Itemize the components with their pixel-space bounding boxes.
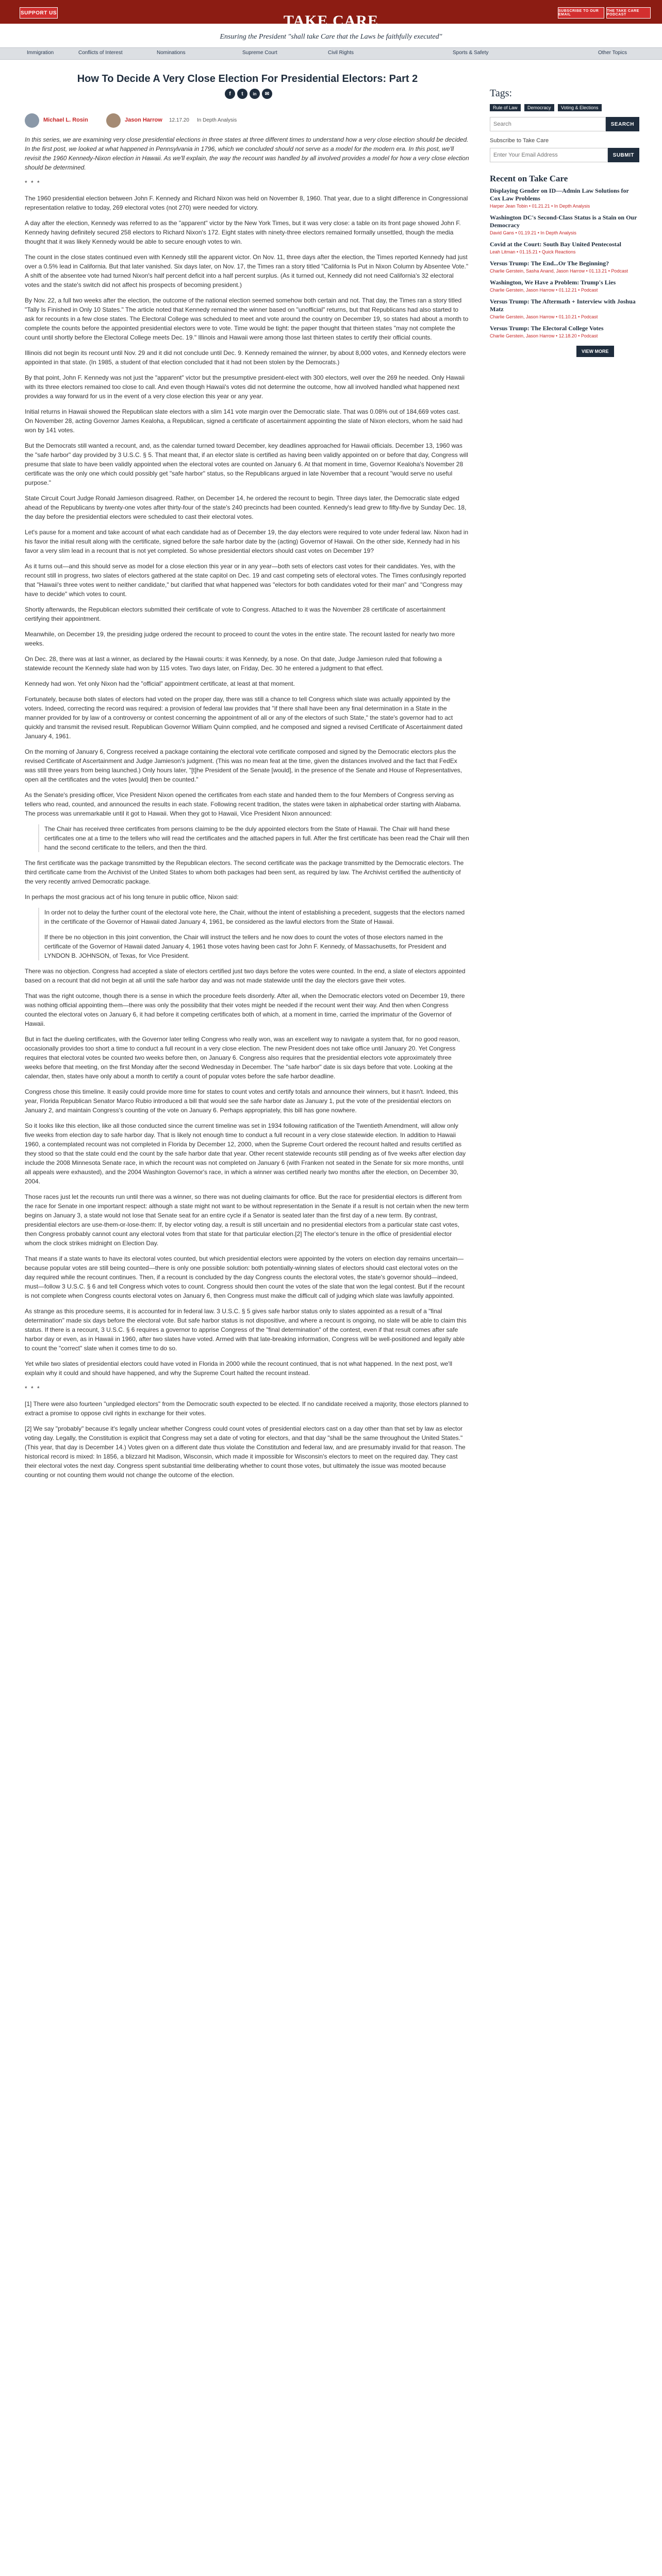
main-nav: [0, 47, 662, 60]
list-item: [490, 241, 639, 255]
paragraph: As strange as this procedure seems, it is accounted for in federal law. 3 U.S.C. § 5 gives safe harbor status only to slates appointed as a result of a "final determination" made six days before the electoral vote. But safe harbor status is not dispositive, and where a recount is ongoing, no slate will be able to claim this status. If there is a recount, 3 U.S.C. § 6 requires a governor to apprise Congress of the "final determination" of the contest, even if that result comes after safe harbor day or even, as in Hawaii in 1960, after two slates have voted. Armed with that late-breaking information, Congress will be well-positioned and legally able to count the "correct" slate when it comes time to do so.: [25, 1308, 467, 1352]
paragraph: Those races just let the recounts run until there was a winner, so there was not dueling claimants for office. But the race for presidential electors is different from the race for Senate in one important respect: although a state might not want to be without representation in the Senate if a result is not certain when the new term begins on January 3, a state would not lose that Senate seat for an entire cycle if a Senator is seated later than the first day of a new term. By contrast, presidential electors are use-them-or-lose-them: If, by elector voting day, a result is still uncertain and no presidential electors from a particular state cast votes, then Congress probably cannot count any electoral votes from that state for that particular election.[2] The elector's tenure in the office of presidential elector whom the clock strikes midnight on Election Day.: [25, 1193, 469, 1247]
recent-post-title[interactable]: Versus Trump: The End...Or The Beginning?: [490, 260, 609, 267]
quote-text: The Chair has received three certificates from persons claiming to be the duly appointed electors from the State of Hawaii. The Chair will hand these certificates one at a time to the tellers who will read the certificates and the attached papers in full. After the first certificate has been read the Chair will then hand the second certificate to the tellers, and then the third.: [44, 825, 469, 851]
recent-post-meta: David Gans • 01.19.21 • In Depth Analysis: [490, 230, 576, 235]
nav-other-topics[interactable]: Other Topics: [598, 50, 627, 56]
nav-civil-rights[interactable]: Civil Rights: [328, 50, 354, 56]
block-quote: [38, 908, 469, 960]
recent-post-title[interactable]: Covid at the Court: South Bay United Pentecostal: [490, 241, 621, 248]
podcast-button[interactable]: THE TAKE CARE PODCAST: [606, 7, 651, 19]
list-item: [490, 298, 639, 319]
paragraph: Shortly afterwards, the Republican electors submitted their certificate of vote to Congress. Attached to it was the November 28 certificate of ascertainment certifying their appointment.: [25, 606, 445, 622]
sidebar: [490, 88, 639, 357]
paragraph: Illinois did not begin its recount until Nov. 29 and it did not conclude until Dec. 9. Kennedy remained the winner, by about 8,000 votes, and Kennedy electors were appointed in that state. (In 1985, a student of that election concluded that it had not been stolen by the Democrats.): [25, 349, 466, 366]
search-button[interactable]: SEARCH: [606, 117, 639, 131]
paragraph: That means if a state wants to have its electoral votes counted, but which presidential electors were appointed by the voters on election day remains uncertain—because popular votes are still being counted—there is only one possible solution: both potentially-winning slates of electors should cast electoral votes on the day required while the recount continues. Then, if a recount is concluded by the day Congress counts the electoral votes, the state's governor should—indeed, must—follow 3 U.S.C. § 6 and tell Congress which votes to count. Congress should then count the votes of the slate that won the legal contest. But if the recount is not complete when Congress counts electoral votes on January 6, then Congress must make the difficult call of judging which slate was lawfully appointed.: [25, 1255, 465, 1299]
section-divider: * * *: [25, 179, 41, 187]
quote-text: In order not to delay the further count of the electoral vote here, the Chair, without the intent of establishing a precedent, suggests that the electors named in the certificate of the Governor of Hawaii dated January 4, 1961, be considered as the lawful electors from the State of Hawaii.: [44, 909, 465, 925]
paragraph: A day after the election, Kennedy was referred to as the "apparent" victor by the New York Times, but it was very close: a table on its front page showed John F. Kennedy having definitely secured 258 electors to Richard Nixon's 172. Eight states with ninety-three electors remained formally unsettled, though the media thought that it was likely Kennedy would be able to secure enough votes to win.: [25, 219, 461, 245]
paragraph: As the Senate's presiding officer, Vice President Nixon opened the certificates from each state and handed them to the four Members of Congress serving as tellers who read, counted, and announced the results in each state. Following recent tradition, the states were taken in alphabetical order starting with Alabama. The process was unremarkable until it got to Hawaii. When they got to Hawaii, Vice President Nixon announced:: [25, 791, 461, 817]
search-input[interactable]: [490, 117, 606, 131]
block-quote: [38, 824, 469, 852]
paragraph: On Dec. 28, there was at last a winner, as declared by the Hawaii courts: it was Kennedy, by a nose. On that date, Judge Jamieson ruled that following a statewide recount the Kennedy slate had won by 115 votes. Two days later, on Friday, Dec. 30 he entered a judgment to that effect.: [25, 655, 442, 672]
paragraph: Fortunately, because both slates of electors had voted on the proper day, there was still a chance to tell Congress which slate was actually appointed by the voters. Indeed, correcting the record was required: a provision of federal law provides that "if there shall have been any final determination in a State in the manner provided for by law of a controversy or contest concerning the appointment of all or any of the electors of such State," the state's governor had to act quickly and transmit the revised result. Republican Governor William Quinn complied, and he composed and signed a revised Certificate of Ascertainment dated January 4, 1961.: [25, 696, 463, 740]
paragraph: Let's pause for a moment and take account of what each candidate had as of December 19, the day electors were required to vote under federal law. Nixon had in his favor the initial result along with the certificate, signed before the safe harbor date by the (acting) Governor of Hawaii. On the other side, Kennedy had in his favor a very slim lead in a recount that is not yet completed. So whose presidential electors should cast votes on December 19?: [25, 529, 469, 554]
paragraph: The first certificate was the package transmitted by the Republican electors. The second certificate was the package transmitted by the Democratic electors. The third certificate came from the Archivist of the United States to whom both packages had been sent, as required by law. The Archivist certified the authenticity of the very recently arrived Democratic package.: [25, 859, 464, 885]
author-name[interactable]: Jason Harrow: [125, 117, 162, 123]
nav-sports-safety[interactable]: Sports & Safety: [453, 50, 489, 56]
email-icon[interactable]: ✉: [262, 89, 272, 99]
recent-post-meta: Charlie Gerstein, Jason Harrow • 01.10.21 • Podcast: [490, 314, 598, 319]
tag-chip[interactable]: Democracy: [524, 104, 554, 111]
site-tagline: Ensuring the President "shall take Care that the Laws be faithfully executed": [220, 33, 442, 41]
facebook-icon[interactable]: f: [225, 89, 235, 99]
paragraph: Yet while two slates of presidential electors could have voted in Florida in 2000 while the recount continued, that is not what happened. In the next post, we'll explain why it could and should have happened, and why the Supreme Court halted the recount instead.: [25, 1360, 453, 1377]
byline: [25, 113, 468, 128]
subscribe-row: [490, 148, 639, 162]
footnote: [2] We say "probably" because it's legally unclear whether Congress could count votes of presidential electors cast on a day other than that set by law as elector voting day. Legally, the Constitution is explicit that Congress may set a date of voting for electors, and that day "shall be the same throughout the United States." (This year, that day is December 14.) Votes given on a different date thus violate the Constitution and federal law, and are presumably invalid for that reason. The historical record is mixed: In 1856, a blizzard hit Madison, Wisconsin, which made it impossible for Wisconsin's electors to meet on the required day. They cast their electoral votes the next day. Congress spent substantial time deliberating whether to count those votes, but ultimately the issue was mooted because counting or not counting them would not change the outcome of the election.: [25, 1425, 466, 1479]
recent-post-meta: Leah Litman • 01.15.21 • Quick Reactions: [490, 249, 576, 255]
site-title[interactable]: TAKE CARE: [283, 12, 379, 29]
search-row: [490, 117, 639, 131]
paragraph: By that point, John F. Kennedy was not just the "apparent" victor but the presumptive president-elect with 300 electors, well over the 269 he needed. Only Hawaii with its three electors remained too close to call. And even though Hawaii's votes did not determine the outcome, how all involved handled what happened next provides a way forward for us in the event of a very close election this year or any year.: [25, 374, 465, 400]
subscribe-email-button[interactable]: SUBSCRIBE TO OUR EMAIL: [558, 7, 604, 19]
list-item: [490, 260, 639, 274]
view-more-button[interactable]: VIEW MORE: [576, 346, 614, 357]
tags-heading: Tags:: [490, 88, 512, 99]
nav-immigration[interactable]: Immigration: [27, 50, 54, 56]
paragraph: Congress chose this timeline. It easily could provide more time for states to count votes and certify totals and announce their winners, but it hasn't. Indeed, this year, Florida Republican Senator Marco Rubio introduced a bill that would see the safe harbor date as January 1, put the vote of the presidential electors on January 2, and maintain Congress's counting of the vote on January 6. Perhaps appropriately, this bill has gone nowhere.: [25, 1088, 458, 1114]
recent-post-title[interactable]: Displaying Gender on ID—Admin Law Solutions for Cox Law Problems: [490, 187, 629, 202]
twitter-icon[interactable]: t: [237, 89, 247, 99]
recent-post-title[interactable]: Washington, We Have a Problem: Trump's Lies: [490, 279, 616, 286]
paragraph: Meanwhile, on December 19, the presiding judge ordered the recount to proceed to count the votes in the entire state. The recount lasted for nearly two more weeks.: [25, 631, 455, 647]
tag-chip[interactable]: Voting & Elections: [558, 104, 602, 111]
avatar[interactable]: [25, 113, 39, 128]
recent-post-meta: Charlie Gerstein, Jason Harrow • 01.12.21 • Podcast: [490, 287, 598, 293]
recent-post-title[interactable]: Washington DC's Second-Class Status is a Stain on Our Democracy: [490, 214, 637, 229]
list-item: [490, 325, 639, 338]
list-item: [490, 187, 639, 209]
subscribe-text: Subscribe to Take Care: [490, 138, 549, 144]
recent-post-title[interactable]: Versus Trump: The Electoral College Votes: [490, 325, 604, 332]
article-title: How To Decide A Very Close Election For Presidential Electors: Part 2: [77, 73, 418, 84]
linkedin-icon[interactable]: in: [250, 89, 260, 99]
post-category[interactable]: In Depth Analysis: [197, 117, 237, 123]
support-us-button[interactable]: SUPPORT US: [20, 7, 58, 19]
section-divider: * * *: [25, 1385, 41, 1392]
paragraph: As it turns out—and this should serve as model for a close election this year or in any year—both sets of electors cast votes for their candidates. Yes, with the recount still in progress, two slates of electors gathered at the state capitol on Dec. 19 and cast competing sets of electoral votes. The Times confusingly reported that "Hawaii's three votes went to neither candidate," but clarified that what happened was "electors for both candidates voted for their man" and "Congress may have to decide" which votes to count.: [25, 563, 466, 598]
paragraph: The count in the close states continued even with Kennedy still the apparent victor. On Nov. 11, three days after the election, the Times reported Kennedy had just over a 0.5% lead in California. But that later vanished. Six days later, on Nov. 17, the Times ran a story titled "California Is Put in Nixon Column by Absentee Vote." A shift of the absentee vote had turned Nixon's half percent deficit into a half percent surplus. (As it turned out, Kennedy did not need California's 32 electoral votes and the state's switch did not affect his prospects of becoming president.): [25, 253, 469, 289]
footnote: [1] There were also fourteen "unpledged electors" from the Democratic south expected to be elected. If no candidate received a majority, those electors planned to extract a promise to oppose civil rights in exchange for their votes.: [25, 1400, 469, 1417]
paragraph: So it looks like this election, like all those conducted since the current timeline was set in 1934 following ratification of the Twentieth Amendment, will allow only five weeks from election day to safe harbor day. That is likely not enough time to conduct a full recount in a very close statewide election. In addition to Hawaii 1960, a contemplated recount was not completed in Florida by December 12, 2000, when the Supreme Court ordered the recount halted and results certified as they stood so that the state could end the count by the safe harbor date that year. Other recent statewide recounts still pending as of five weeks after election day include the 2008 Minnesota Senate race, in which the recount was not completed on January 6 (with Franken not seated in the Senate for six more months, until all appeals were exhausted), and the 2004 Washington Governor's race, in which a winner was certified nearly two months after the election, on December 30, 2004.: [25, 1122, 466, 1185]
paragraph: That was the right outcome, though there is a sense in which the procedure feels disorderly. After all, when the Democratic electors voted on December 19, there was nothing official appointing them—there was only the possibility that their votes might be needed if the recount went their way. And then when Congress counted the electoral votes on January 6, it had before it competing certificates both of which, at a moment in time, carried the imprimatur of the Governor of Hawaii.: [25, 992, 465, 1027]
paragraph: On the morning of January 6, Congress received a package containing the electoral vote certificate composed and signed by the Democratic electors plus the revised Certificate of Ascertainment and Judge Jamieson's judgment. (This was no mean feat at the time, given the distances involved and the fact that FedEx was still three years from being launched.) Only hours later, "[t]he President of the Senate [would], in the presence of the Senate and House of Representatives, open all the certificates and the votes [would] then be counted.": [25, 748, 462, 783]
paragraph: Initial returns in Hawaii showed the Republican slate electors with a slim 141 vote margin over the Democratic slate. That was 0.08% out of 184,669 votes cast. On November 28, acting Governor James Kealoha, a Republican, signed a certificate of ascertainment appointing the slate of Nixon electors, whom he said had won by 141 votes.: [25, 408, 463, 434]
email-field[interactable]: [490, 148, 608, 162]
paragraph: There was no objection. Congress had accepted a slate of electors certified just two days before the votes were counted. In the end, a slate of electors appointed based on a recount that did not begin at all until the safe harbor day and was not made statewide until the day the electors gave their votes.: [25, 968, 466, 984]
recent-list: [490, 187, 639, 338]
tag-list: [490, 103, 639, 113]
submit-button[interactable]: SUBMIT: [608, 148, 639, 162]
paragraph: In perhaps the most gracious act of his long tenure in public office, Nixon said:: [25, 893, 239, 901]
article-lead: In this series, we are examining very close presidential elections in three states at three different times to understand how a very close election should be decided. In the first post, we looked at what happened in Pennsylvania in 1796, which we concluded should not serve as a model for the modern era. In this post, we'll revisit the 1960 Kennedy-Nixon election in Hawaii. As we'll explain, the way the recount was handled by all involved provides a model for how a very close election should be determined.: [25, 136, 469, 171]
tag-chip[interactable]: Rule of Law: [490, 104, 521, 111]
paragraph: But in fact the dueling certificates, with the Governor later telling Congress who really won, was an excellent way to navigate a system that, for no good reason, occasionally provides too short a time to conduct a full recount in a very close election. The new President does not take office until January 20. Yet Congress requires that electoral votes be counted two weeks before then, on January 6. Congress also requires that the presidential electors vote approximately three weeks before that meeting, on the first Monday after the second Wednesday in December. The "safe harbor" date is six days before that vote. Looking at the calendar, then, states have only about a month to certify a count of popular votes before the safe harbor deadline.: [25, 1036, 460, 1080]
post-date: 12.17.20: [169, 117, 189, 123]
author-name[interactable]: Michael L. Rosin: [43, 117, 88, 123]
nav-conflicts[interactable]: Conflicts of Interest: [78, 50, 123, 56]
recent-post-meta: Charlie Gerstein, Sasha Anand, Jason Harrow • 01.13.21 • Podcast: [490, 268, 628, 274]
list-item: [490, 279, 639, 293]
paragraph: But the Democrats still wanted a recount, and, as the calendar turned toward December, key deadlines approached for Hawaii officials. December 13, 1960 was the "safe harbor" day provided by 3 U.S.C. § 5. That meant that, if an elector slate is certified as having been validly appointed on or before that day, Congress will presume that slate to have been validly appointed when the electoral votes are counted on January 6. At that moment in time, Governor Kealoha's November 28 certificate was the only one which could possibly get "safe harbor" status, so the Republicans argued in late November that a recount "would serve no useful purpose.": [25, 442, 468, 486]
recent-post-title[interactable]: Versus Trump: The Aftermath + Interview with Joshua Matz: [490, 298, 636, 313]
recent-heading: Recent on Take Care: [490, 174, 568, 183]
paragraph: The 1960 presidential election between John F. Kennedy and Richard Nixon was held on November 8, 1960. That year, due to a slight difference in Congressional representation relative to today, 269 electoral votes (not 270) were needed for victory.: [25, 195, 468, 211]
quote-text: If there be no objection in this joint convention, the Chair will instruct the tellers and he now does to count the votes of those electors named in the certificate of the Governor of Hawaii dated January 4, 1961 those votes having been cast for John F. Kennedy, of Massachusetts, for President and LYNDON B. JOHNSON, of Texas, for Vice President.: [44, 934, 446, 959]
avatar[interactable]: [106, 113, 121, 128]
recent-post-meta: Harper Jean Tobin • 01.21.21 • In Depth Analysis: [490, 204, 590, 209]
recent-post-meta: Charlie Gerstein, Jason Harrow • 12.18.20 • Podcast: [490, 333, 598, 338]
nav-nominations[interactable]: Nominations: [157, 50, 186, 56]
list-item: [490, 214, 639, 235]
nav-supreme-court[interactable]: Supreme Court: [242, 50, 277, 56]
paragraph: State Circuit Court Judge Ronald Jamieson disagreed. Rather, on December 14, he ordered the recount to begin. Three days later, the Democratic slate edged ahead of the Republicans by twenty-one votes after thirty-four of the state's 240 precincts had been counted. Kennedy's lead grew to fifty-five by Sunday Dec. 18, the day before the presidential electors were scheduled to cast their electoral votes.: [25, 495, 467, 520]
paragraph: By Nov. 22, a full two weeks after the election, the outcome of the national election seemed somehow both certain and not. That day, the Times ran a story titled "Tally Is Finished in Only 10 States." The article noted that Kennedy remained the winner based on "unofficial" returns, but that Republicans had also started to ask for recounts in a few close states. The Electoral College was scheduled to meet and vote around the country on December 19, so states had about a month to complete the counts before the appointed presidential electors were to vote. Time would be tight: the paper thought that thirteen states "may not complete the count until shortly before the Electoral College meets Dec. 19." Illinois and Hawaii were among those last thirteen states to certify their official counts.: [25, 297, 469, 341]
article-body: [25, 135, 469, 1486]
paragraph: Kennedy had won. Yet only Nixon had the "official" appointment certificate, at least at that moment.: [25, 680, 295, 687]
